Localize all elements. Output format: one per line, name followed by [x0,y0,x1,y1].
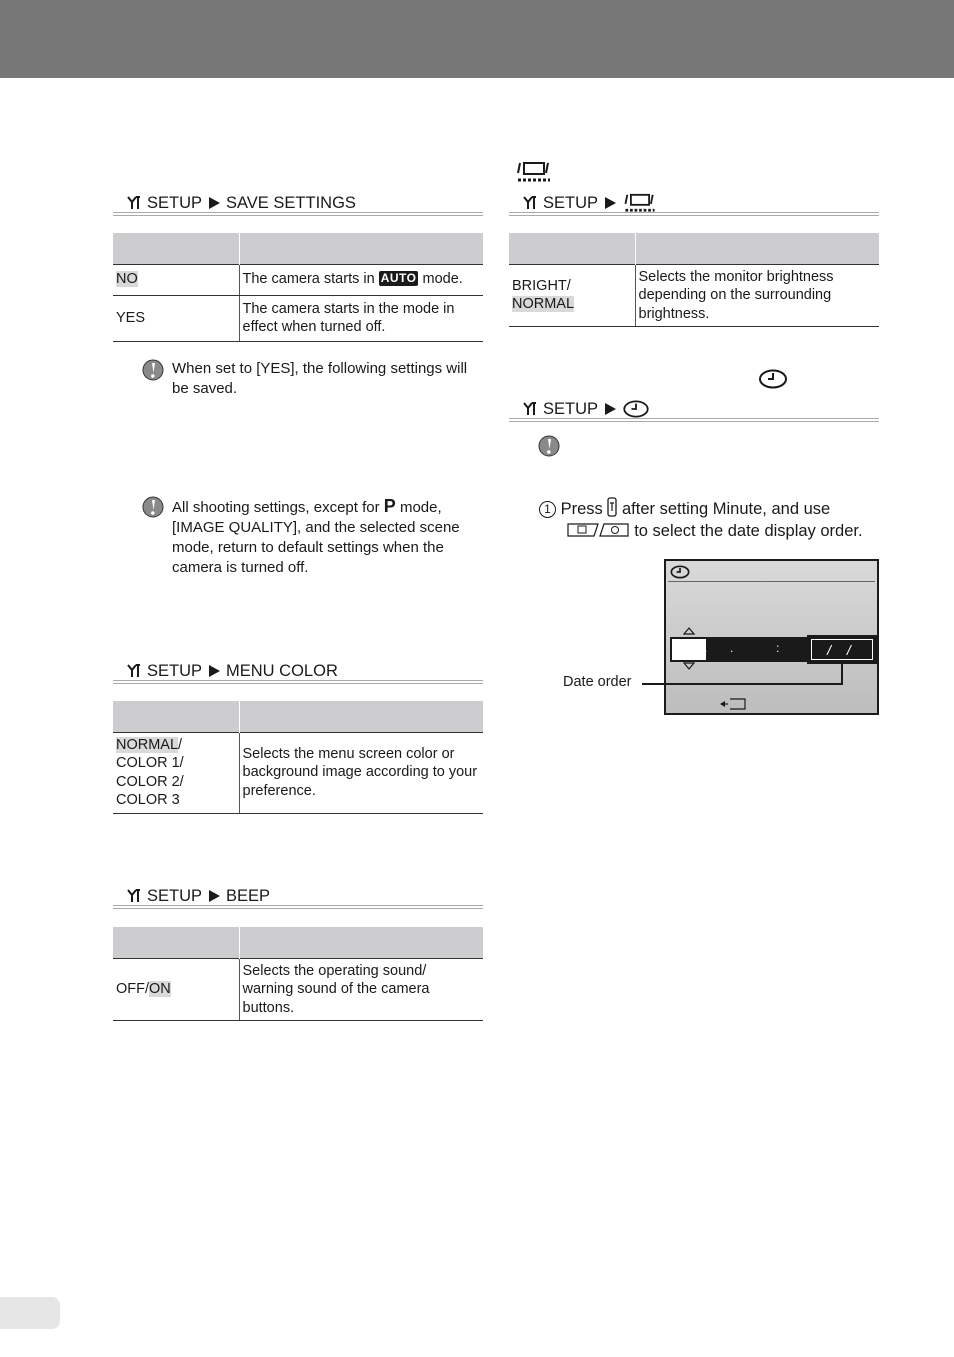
clock-icon [622,400,650,418]
beep-table [113,927,483,1021]
arrow-right-icon [209,890,220,902]
table-row [113,295,483,341]
option-yes-desc: The camera starts in the mode in effect when turned off. [239,295,483,341]
date-order-step: 1 Press after setting Minute, and use to select the date display order. [539,497,879,542]
beep-desc: Selects the operating sound/ warning sound of the camera buttons. [239,958,483,1021]
table-row: BRIGHT/ NORMAL Selects the monitor brightness depending on the surrounding brightness. [509,264,879,327]
clock-icon [670,565,690,579]
auto-mode-icon: AUTO [380,271,417,286]
back-enter-icon [718,697,748,711]
up-down-buttons-icon [566,522,630,538]
setup-label: SETUP [147,194,203,212]
table-row: OFF/ON Selects the operating sound/ warning sound of the camera buttons. [113,958,483,1021]
year-field[interactable] [672,639,706,660]
monitor-brightness-icon [516,161,552,183]
clock-icon [758,369,788,389]
monitor-table [509,233,879,327]
setup-icon [523,402,539,416]
arrow-right-icon [605,197,616,209]
ok-button-icon [607,497,617,517]
option-normal: NORMAL [512,296,575,313]
setup-icon [127,196,143,210]
date-order-callout: Date order [563,674,632,690]
note-shooting-settings: All shooting settings, except for P mode, [IMAGE QUALITY], and the selected scene mode, return to default settings when the camera is turned off. [142,496,487,578]
step-number: 1 [539,501,556,518]
setup-icon [127,664,143,678]
menu-color-header: SETUP MENU COLOR [113,661,483,683]
date-order-field[interactable]: / / [807,635,877,664]
monitor-desc: Selects the monitor brightness depending on the surrounding brightness. [635,264,879,327]
setup-icon [523,196,539,210]
option-no: NO [116,271,138,288]
arrow-right-icon [209,197,220,209]
camera-screen [664,559,879,715]
arrow-right-icon [605,403,616,415]
note-save-settings: When set to [YES], the following settings will be saved. [142,359,487,404]
setup-icon [127,889,143,903]
clock-header: SETUP [509,399,879,421]
program-mode-icon: P [383,496,396,516]
beep-title: BEEP [226,887,271,905]
up-arrow-icon [683,627,695,635]
page-number-tab [0,1297,60,1329]
menu-color-desc: Selects the menu screen color or background image according to your preference. [239,732,483,813]
beep-header: SETUP BEEP [113,886,483,908]
caution-icon [142,496,164,518]
monitor-header: SETUP [509,193,879,215]
save-settings-table [113,233,483,342]
arrow-right-icon [209,665,220,677]
menu-color-table [113,701,483,814]
table-row: NO The camera starts in AUTO mode. [113,264,483,295]
caution-icon [142,359,164,381]
table-row: NORMAL/ COLOR 1/ COLOR 2/ COLOR 3 Selects the menu screen color or background image according to your preference. [113,732,483,813]
caution-icon [538,435,560,457]
save-settings-header [113,193,483,215]
menu-color-title: MENU COLOR [226,662,338,680]
option-on: ON [149,981,171,997]
down-arrow-icon [683,662,695,670]
save-settings-title: SAVE SETTINGS [226,194,356,212]
monitor-brightness-icon [622,193,658,213]
option-yes: YES [113,295,239,341]
option-normal: NORMAL [116,736,179,753]
top-band [0,0,954,78]
date-time-fields: . . : [670,637,870,662]
